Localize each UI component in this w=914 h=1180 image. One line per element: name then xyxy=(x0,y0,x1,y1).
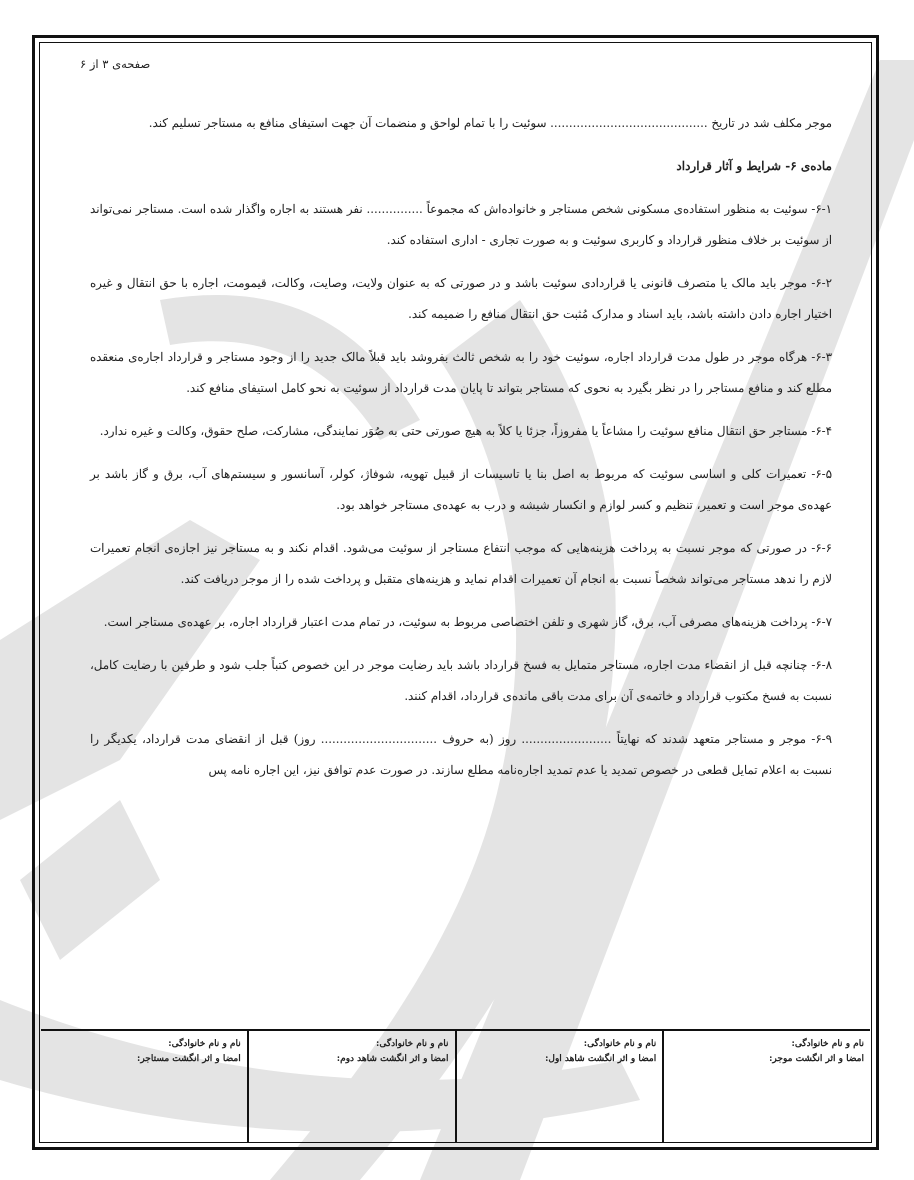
clause-6-5: ۶-۵- تعمیرات کلی و اساسی سوئیت که مربوط به اصل بنا یا تاسیسات از قبیل تهویه، شوفاژ، کولر، آسانسور و سیستم‌های آب، برق و گاز باشد بر عهده‌ی موجر است و تعمیر، تنظیم و کسر لوازم و انکسار شیشه و درب به عهده‌ی مستاجر خواهد بود. xyxy=(90,467,832,512)
clause-6-9: ۶-۹- موجر و مستاجر متعهد شدند که نهایتاً ........................ روز (به حروف ............................... روز) قبل از انقضای مدت قرارداد، یکدیگر را نسبت به اعلام تمایل قطعی در خصوص تمدید یا عدم تمدید اجاره‌نامه مطلع سازند. در صورت عدم توافق نیز، این اجاره نامه پس xyxy=(90,732,832,777)
signature-table xyxy=(41,1029,870,1143)
clause-6-8: ۶-۸- چنانچه قبل از انقضاء مدت اجاره، مستاجر متمایل به فسخ قرارداد باشد باید رضایت موجر در این خصوص کتباً جلب شود و طرفین با رضایت کامل، نسبت به فسخ مکتوب قرارداد و خاتمه‌ی آن برای مدت باقی مانده‌ی قرارداد، اقدام کنند. xyxy=(90,658,832,703)
clause-6-4: ۶-۴- مستاجر حق انتقال منافع سوئیت را مشاعاً یا مفروزاً، جزئا یا کلاً به هیچ صورتی حتی به صُوَر نمایندگی، مشارکت، صلح حقوق، وکالت و غیره ندارد. xyxy=(99,424,832,438)
signature-cell-tenant xyxy=(41,1031,247,1143)
clause-6-2: ۶-۲- موجر باید مالک یا متصرف قانونی یا قراردادی سوئیت باشد و در صورتی که به عنوان ولایت، وصایت، وکالت، قیمومت، اجاره با حق انتقال و غیره اختیار اجاره دادن داشته باشد، باید اسناد و مدارک مُثبت حق انتقال منافع را ضمیمه کند. xyxy=(90,276,832,321)
page-number: صفحه‌ی ۳ از ۶ xyxy=(80,57,151,71)
name-label: نام و نام خانوادگی: xyxy=(583,1039,657,1049)
name-label: نام و نام خانوادگی: xyxy=(791,1039,864,1049)
clause-6-3: ۶-۳- هرگاه موجر در طول مدت قرارداد اجاره، سوئیت خود را به شخص ثالث بفروشد باید قبلاً مالک جدید را از وجود مستاجر و قرارداد اجاره‌ی منعقده مطلع کند و منافع مستاجر را در نظر بگیرد به نحوی که مستاجر بتواند تا پایان مدت قرارداد از سوئیت به نحو کامل استیفای منافع کند. xyxy=(90,350,832,395)
clause-6-1: ۶-۱- سوئیت به منظور استفاده‌ی مسکونی شخص مستاجر و خانواده‌اش که مجموعاً ............... نفر هستند به اجاره واگذار شده است. مستاجر نمی‌تواند از سوئیت بر خلاف منظور قرارداد و کاربری سوئیت و به صورت تجاری - اداری استفاده کند. xyxy=(90,202,832,247)
clause-6-6: ۶-۶- در صورتی که موجر نسبت به پرداخت هزینه‌هایی که موجب انتفاع مستاجر از سوئیت می‌شود. اقدام نکند و به مستاجر نیز اجازه‌ی انجام تعمیرات لازم را ندهد مستاجر می‌تواند شخصاً نسبت به انجام آن تعمیرات اقدام نماید و هزینه‌های متقبل و پرداخت شده را از موجر دریافت کند. xyxy=(90,541,833,586)
article-6-heading: ماده‌ی ۶- شرایط و آثار قرارداد xyxy=(676,159,832,173)
signature-cell-first-witness xyxy=(455,1031,663,1143)
sign-label: امضا و اثر انگشت موجر: xyxy=(769,1054,864,1064)
delivery-clause: موجر مکلف شد در تاریخ .......................................... سوئیت را با تمام لواحق و منضمات آن جهت استیفای منافع به مستاجر تسلیم کند. xyxy=(148,116,832,130)
clause-6-7: ۶-۷- پرداخت هزینه‌های مصرفی آب، برق، گاز شهری و تلفن اختصاصی مربوط به سوئیت، در تمام مدت اعتبار قرارداد اجاره، بر عهده‌ی مستاجر است. xyxy=(103,615,832,629)
signature-cell-second-witness xyxy=(247,1031,455,1143)
name-label: نام و نام خانوادگی: xyxy=(376,1039,449,1049)
sign-label: امضا و اثر انگشت شاهد اول: xyxy=(545,1054,657,1064)
name-label: نام و نام خانوادگی: xyxy=(168,1039,241,1049)
sign-label: امضا و اثر انگشت مستاجر: xyxy=(137,1054,241,1064)
contract-body xyxy=(90,108,832,798)
signature-cell-landlord xyxy=(662,1031,870,1143)
sign-label: امضا و اثر انگشت شاهد دوم: xyxy=(336,1054,449,1064)
